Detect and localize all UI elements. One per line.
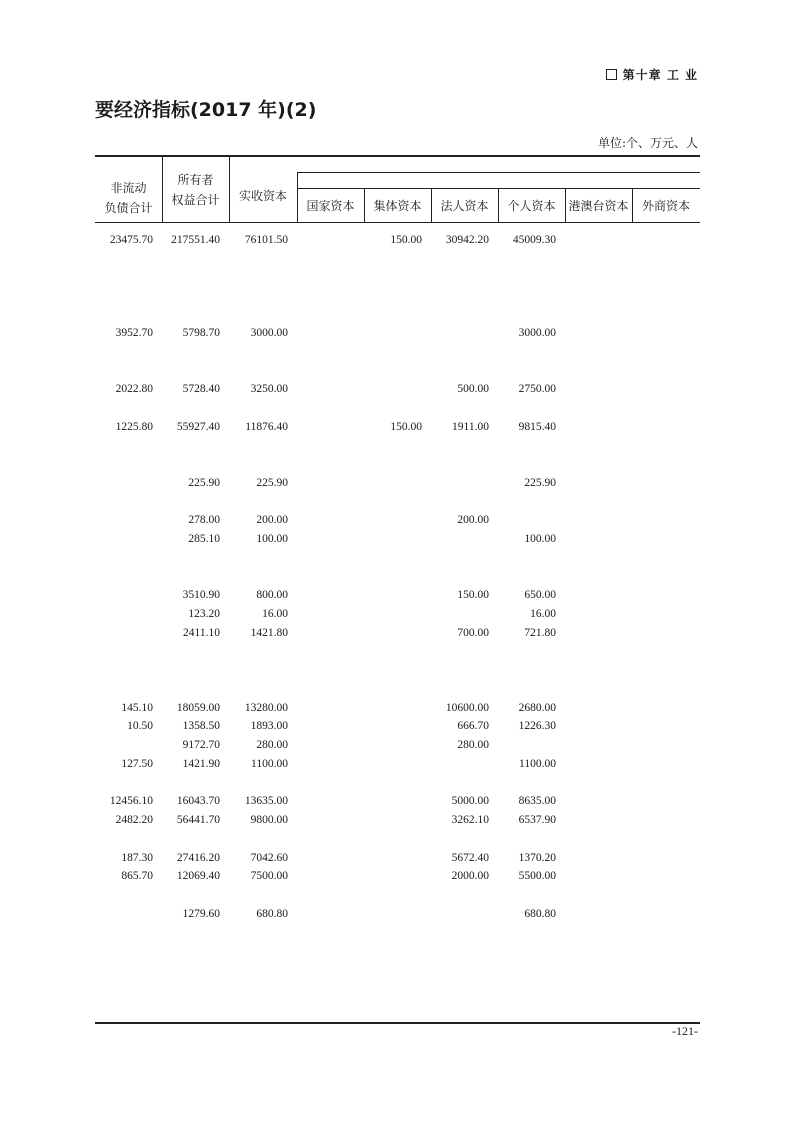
- table-cell: 2022.80: [115, 383, 153, 395]
- header-collective-capital: 集体资本: [373, 199, 422, 213]
- header-noncurrent-liabilities: 非流动 负债合计: [104, 181, 153, 215]
- table-cell: 200.00: [256, 514, 288, 526]
- table-cell: 500.00: [457, 383, 489, 395]
- table-cell: 123.20: [188, 608, 220, 620]
- table-cell: 225.90: [524, 477, 556, 489]
- table-cell: 76101.50: [244, 234, 288, 246]
- table-cell: 3510.90: [182, 589, 220, 601]
- table-cell: 11876.40: [245, 421, 288, 433]
- table-cell: 1358.50: [182, 720, 220, 732]
- header-owner-equity: 所有者 权益合计: [171, 173, 220, 207]
- table-cell: 2680.00: [518, 702, 556, 714]
- table-cell: 217551.40: [171, 234, 220, 246]
- table-cell: 18059.00: [176, 702, 220, 714]
- table-cell: 7500.00: [250, 870, 288, 882]
- table-cell: 5000.00: [451, 795, 489, 807]
- table-row: [0, 717, 793, 736]
- header-state-capital: 国家资本: [306, 199, 355, 213]
- table-row: [0, 511, 793, 530]
- table-row: [0, 474, 793, 493]
- table-cell: 2750.00: [518, 383, 556, 395]
- table-cell: 150.00: [390, 234, 422, 246]
- table-cell: 1421.80: [250, 627, 288, 639]
- table-row: [0, 849, 793, 868]
- table-cell: 13280.00: [244, 702, 288, 714]
- table-cell: 10600.00: [445, 702, 489, 714]
- table-cell: 225.90: [256, 477, 288, 489]
- table-row: [0, 867, 793, 886]
- table-cell: 285.10: [188, 533, 220, 545]
- table-cell: 1100.00: [519, 758, 556, 770]
- table-cell: 3000.00: [250, 327, 288, 339]
- table-cell: 5798.70: [182, 327, 220, 339]
- table-row: [0, 324, 793, 343]
- table-cell: 9800.00: [250, 814, 288, 826]
- table-cell: 150.00: [457, 589, 489, 601]
- table-cell: 56441.70: [176, 814, 220, 826]
- table-cell: 100.00: [256, 533, 288, 545]
- table-cell: 9815.40: [518, 421, 556, 433]
- table-row: [0, 231, 793, 250]
- table-cell: 30942.20: [445, 234, 489, 246]
- table-row: [0, 586, 793, 605]
- table-cell: 16043.70: [176, 795, 220, 807]
- table-row: [0, 811, 793, 830]
- table-cell: 12456.10: [109, 795, 153, 807]
- table-cell: 225.90: [188, 477, 220, 489]
- table-cell: 200.00: [457, 514, 489, 526]
- table-cell: 187.30: [121, 852, 153, 864]
- table-row: [0, 905, 793, 924]
- table-row: [0, 380, 793, 399]
- table-cell: 5500.00: [518, 870, 556, 882]
- table-cell: 680.80: [524, 908, 556, 920]
- table-row: [0, 792, 793, 811]
- table-row: [0, 736, 793, 755]
- table-row: [0, 624, 793, 643]
- table-cell: 1421.90: [182, 758, 220, 770]
- table-cell: 3952.70: [115, 327, 153, 339]
- table-sub-rule: [297, 172, 700, 173]
- table-cell: 127.50: [121, 758, 153, 770]
- table-cell: 2000.00: [451, 870, 489, 882]
- table-cell: 45009.30: [512, 234, 556, 246]
- table-row: [0, 755, 793, 774]
- table-cell: 6537.90: [518, 814, 556, 826]
- header-legal-person-capital: 法人资本: [440, 199, 489, 213]
- table-cell: 9172.70: [182, 739, 220, 751]
- table-cell: 16.00: [530, 608, 556, 620]
- table-cell: 666.70: [457, 720, 489, 732]
- table-bottom-rule: [95, 1022, 700, 1024]
- table-cell: 13635.00: [244, 795, 288, 807]
- table-row: [0, 605, 793, 624]
- table-cell: 680.80: [256, 908, 288, 920]
- table-cell: 280.00: [457, 739, 489, 751]
- page-number: -121-: [672, 1024, 698, 1038]
- table-cell: 12069.40: [176, 870, 220, 882]
- table-row: [0, 530, 793, 549]
- table-cell: 650.00: [524, 589, 556, 601]
- table-cell: 1911.00: [452, 421, 489, 433]
- square-icon: [606, 69, 617, 80]
- table-row: [0, 699, 793, 718]
- table-cell: 1226.30: [518, 720, 556, 732]
- table-cell: 2411.10: [183, 627, 220, 639]
- table-cell: 150.00: [390, 421, 422, 433]
- chapter-label: 第十章 工 业: [622, 68, 698, 82]
- table-cell: 145.10: [121, 702, 153, 714]
- table-cell: 5672.40: [451, 852, 489, 864]
- header-paid-in-capital: 实收资本: [238, 189, 287, 203]
- table-cell: 55927.40: [176, 421, 220, 433]
- table-cell: 1225.80: [115, 421, 153, 433]
- table-header-rule: [95, 222, 700, 223]
- table-cell: 800.00: [256, 589, 288, 601]
- table-cell: 721.80: [524, 627, 556, 639]
- table-cell: 3250.00: [250, 383, 288, 395]
- table-cell: 5728.40: [182, 383, 220, 395]
- chapter-header: [606, 66, 698, 83]
- header-foreign-capital: 外商资本: [641, 199, 690, 213]
- table-cell: 865.70: [121, 870, 153, 882]
- table-cell: 700.00: [457, 627, 489, 639]
- table-cell: 1893.00: [250, 720, 288, 732]
- table-cell: 27416.20: [176, 852, 220, 864]
- table-cell: 1370.20: [518, 852, 556, 864]
- table-cell: 7042.60: [250, 852, 288, 864]
- page-title: 要经济指标(2017 年)(2): [95, 99, 317, 121]
- table-row: [0, 418, 793, 437]
- table-cell: 10.50: [127, 720, 153, 732]
- header-hk-macao-taiwan-capital: 港澳台资本: [568, 199, 629, 213]
- table-cell: 1279.60: [182, 908, 220, 920]
- table-top-rule: [95, 155, 700, 157]
- table-cell: 3262.10: [451, 814, 489, 826]
- table-cell: 2482.20: [115, 814, 153, 826]
- unit-label: 单位:个、万元、人: [597, 136, 698, 150]
- table-cell: 8635.00: [518, 795, 556, 807]
- table-cell: 16.00: [262, 608, 288, 620]
- header-individual-capital: 个人资本: [507, 199, 556, 213]
- table-cell: 278.00: [188, 514, 220, 526]
- table-cell: 23475.70: [109, 234, 153, 246]
- table-cell: 100.00: [524, 533, 556, 545]
- table-cell: 280.00: [256, 739, 288, 751]
- table-cell: 1100.00: [251, 758, 288, 770]
- table-cell: 3000.00: [518, 327, 556, 339]
